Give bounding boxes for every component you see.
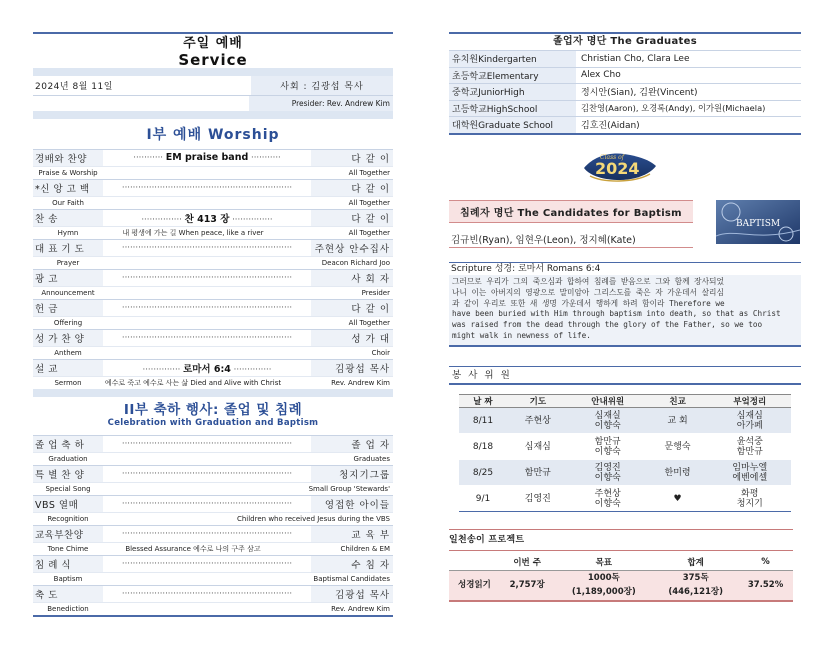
divider-band: [33, 68, 393, 76]
order-of-service: [33, 32, 393, 617]
celebration-item: [33, 525, 393, 542]
item-leader-ko: 다 같 이: [311, 210, 393, 226]
graduate-row: [449, 100, 801, 117]
item-name-ko: 헌 금: [33, 300, 103, 316]
volunteer-fellowship: 교 회: [647, 408, 709, 434]
project-goal-pages: (1,189,000장): [571, 587, 636, 598]
worship-item-en: [33, 286, 393, 300]
volunteer-fellowship: 한미령: [647, 460, 709, 486]
divider-band: [33, 389, 393, 397]
project-total-pages: (446,121장): [668, 587, 724, 598]
item-leader-dots: [103, 182, 311, 193]
item-leader-en: Presider: [361, 288, 390, 297]
dots-post: ···········: [248, 153, 281, 164]
service-title: [33, 32, 393, 68]
kitchen-name: 윤석중: [736, 436, 763, 447]
item-name-en: Hymn: [57, 228, 79, 237]
item-leader-ko: 김광섭 목사: [311, 586, 393, 602]
graduate-names: 김호진(Aidan): [581, 121, 640, 132]
dots-post: ··············: [230, 364, 272, 375]
project-col-header: 목표: [554, 555, 653, 570]
volunteers-header-row: [459, 395, 791, 408]
class-of-2024-logo: [580, 146, 658, 186]
volunteer-date: 8/11: [459, 408, 507, 434]
worship-item-en: [33, 346, 393, 360]
volunteer-prayer: 심재심: [507, 434, 569, 460]
item-detail: 찬 413 장: [184, 213, 230, 225]
item-leader-dots: ·······························································: [121, 468, 293, 479]
worship-item-en: [33, 316, 393, 330]
item-leader-ko: 다 같 이: [311, 180, 393, 196]
graduate-names: 정시안(Sian), 김완(Vincent): [581, 88, 698, 99]
volunteer-prayer: 김영진: [507, 486, 569, 512]
scripture-line: was raised from the dead through the glory of the Father, so we too: [452, 320, 763, 330]
baptism-heading: 침례자 명단 The Candidates for Baptism: [449, 200, 693, 223]
item-leader-dots: [103, 211, 311, 225]
kitchen-name: 청지기: [736, 498, 763, 509]
kitchen-name: 임마누엘: [732, 462, 768, 473]
item-leader-en: Choir: [371, 348, 390, 357]
item-leader-ko: 수 침 자: [311, 556, 393, 572]
volunteer-row: [459, 408, 791, 434]
item-name-en: Benediction: [47, 604, 89, 613]
grade-level: 고등학교HighSchool: [449, 101, 576, 117]
celebration-heading: [33, 397, 393, 435]
presider-row: [33, 96, 393, 111]
service-title-ko: 주일 예배: [183, 36, 243, 51]
graduate-names: Alex Cho: [581, 70, 621, 81]
project-col-header: [449, 555, 500, 570]
celebration-item-en: [33, 452, 393, 466]
project-total-count: 375독: [682, 573, 709, 584]
volunteer-fellowship: ♥: [647, 486, 709, 512]
item-leader-ko: 교 육 부: [311, 526, 393, 542]
worship-item: [33, 149, 393, 166]
baptism-image: [716, 200, 800, 244]
item-name-en: Graduation: [48, 454, 88, 463]
project-table: [449, 555, 793, 602]
scripture-section: [449, 262, 801, 347]
item-detail: EM praise band: [165, 152, 249, 164]
kitchen-name: 심재심: [736, 410, 763, 421]
project-total: [653, 570, 738, 601]
kitchen-name: 아가페: [736, 420, 763, 431]
volunteer-ushers: [569, 408, 647, 434]
volunteer-date: 8/25: [459, 460, 507, 486]
dots-post: ···············: [229, 214, 273, 225]
item-name-en: Sermon: [54, 378, 82, 387]
dots-post: ·······························································: [121, 273, 293, 284]
kitchen-name: 화평: [741, 488, 759, 499]
item-name-ko: 교육부찬양: [33, 526, 103, 542]
project-goal-count: 1000독: [587, 573, 620, 584]
item-leader-ko: 성 가 대: [311, 330, 393, 346]
graduates-list: [449, 50, 801, 135]
usher-name: 이향숙: [594, 446, 621, 457]
grade-level: 대학원Graduate School: [449, 117, 576, 133]
baptism-names: 김규빈(Ryan), 임현우(Leon), 정지혜(Kate): [449, 230, 693, 248]
scripture-line: 그러므로 우리가 그의 죽으심과 합하여 침례를 받음으로 그와 함께 장사되었: [452, 277, 724, 286]
scripture-line: 과 같이 우리로 또한 새 생명 가운데서 행하게 하려 함이라 Therefore we: [452, 298, 725, 308]
item-name-en: Announcement: [41, 288, 95, 297]
worship-heading: I부 예배 Worship: [146, 127, 280, 143]
item-name-ko: 설 교: [33, 360, 103, 376]
item-leader-en: All Together: [348, 168, 390, 177]
item-name-ko: 성 가 찬 양: [33, 330, 103, 346]
volunteer-row: [459, 434, 791, 460]
celebration-item: [33, 495, 393, 512]
volunteers-body: [459, 408, 791, 512]
item-leader-en: Rev. Andrew Kim: [331, 378, 390, 387]
item-leader-dots: [103, 242, 311, 253]
item-name-ko: 특 별 찬 양: [33, 466, 103, 482]
volunteer-date: 8/18: [459, 434, 507, 460]
worship-item-en: [33, 376, 393, 390]
worship-item-en: [33, 226, 393, 240]
logo-year: 2024: [595, 159, 640, 178]
item-leader-ko: 주현상 안수집사: [311, 240, 393, 256]
presider-name: Presider: Rev. Andrew Kim: [291, 99, 390, 108]
item-leader-ko: 김광섭 목사: [311, 360, 393, 376]
item-name-ko: 대 표 기 도: [33, 240, 103, 256]
item-leader-en: All Together: [348, 198, 390, 207]
item-leader-en: Deacon Richard Joo: [321, 258, 390, 267]
item-name-ko: 광 고: [33, 270, 103, 286]
worship-item: [33, 299, 393, 316]
service-host: 사회 : 김광섭 목사: [251, 76, 393, 95]
volunteer-kitchen: [709, 460, 792, 486]
item-name-en: Prayer: [56, 258, 80, 267]
graduate-row: [449, 116, 801, 133]
worship-item-en: [33, 256, 393, 270]
volunteers-col-header: 부엌정리: [709, 395, 792, 408]
item-leader-en: Baptismal Candidates: [313, 574, 390, 583]
item-leader-en: All Together: [348, 228, 390, 237]
item-leader-dots: [103, 361, 311, 375]
volunteer-ushers: [569, 486, 647, 512]
volunteer-row: [459, 460, 791, 486]
project-col-header: %: [738, 555, 793, 570]
celebration-item-en: [33, 512, 393, 526]
kitchen-name: 함만규: [736, 446, 763, 457]
item-leader-ko: 청지기그룹: [311, 466, 393, 482]
usher-name: 함만규: [594, 436, 621, 447]
project-col-header: 이번 주: [500, 555, 554, 570]
project-section: [449, 529, 801, 602]
item-leader-en: Small Group 'Stewards': [308, 484, 390, 493]
item-name-en: Anthem: [54, 348, 82, 357]
worship-item-en: [33, 196, 393, 210]
graduates-heading: 졸업자 명단 The Graduates: [449, 32, 801, 50]
item-leader-dots: ·······························································: [121, 588, 293, 599]
item-leader-en: Children who received Jesus during the VBS: [236, 514, 390, 523]
graduate-row: [449, 83, 801, 100]
item-detail-en: Blessed Assurance 예수로 나의 구주 삼고: [125, 544, 261, 553]
item-detail: 로마서 6:4: [183, 363, 231, 375]
worship-item: [33, 179, 393, 196]
volunteer-ushers: [569, 460, 647, 486]
usher-name: 주현상: [594, 488, 621, 499]
volunteer-kitchen: [709, 434, 792, 460]
item-leader-dots: [103, 332, 311, 343]
item-name-en: Baptism: [53, 574, 83, 583]
item-leader-dots: ·······························································: [121, 528, 293, 539]
graduate-names: Christian Cho, Clara Lee: [581, 53, 690, 64]
kitchen-name: 에벤에셀: [732, 472, 768, 483]
celebration-items: [33, 435, 393, 617]
worship-item: [33, 329, 393, 346]
celebration-item-en: [33, 602, 393, 616]
celebration-item-en: [33, 542, 393, 556]
item-detail-en: 예수로 죽고 예수로 사는 삶 Died and Alive with Christ: [104, 378, 282, 387]
service-date: 2024년 8월 11일: [35, 82, 113, 92]
celebration-item: [33, 465, 393, 482]
celebration-item: [33, 555, 393, 572]
volunteer-prayer: 주현상: [507, 408, 569, 434]
volunteers-col-header: 날 짜: [459, 395, 507, 408]
item-leader-en: All Together: [348, 318, 390, 327]
scripture-line: might walk in newness of life.: [452, 330, 591, 340]
volunteers-table: [459, 394, 791, 512]
scripture-line: have been buried with Him through baptism into death, so that as Christ: [452, 309, 781, 319]
grade-level: 초등학교Elementary: [449, 68, 576, 84]
dots-post: ·······························································: [121, 303, 293, 314]
volunteer-date: 9/1: [459, 486, 507, 512]
volunteer-kitchen: [709, 408, 792, 434]
volunteers-col-header: 기도: [507, 395, 569, 408]
divider-band: [33, 111, 393, 119]
item-name-en: Our Faith: [52, 198, 84, 207]
dots-pre: ···············: [141, 214, 185, 225]
bulletin-right-column: [449, 32, 801, 598]
volunteer-kitchen: [709, 486, 792, 512]
grade-level: 중학교JuniorHigh: [449, 84, 576, 100]
item-leader-ko: 다 같 이: [311, 300, 393, 316]
volunteer-row: [459, 486, 791, 512]
item-name-en: Praise & Worship: [38, 168, 98, 177]
project-percent: 37.52%: [738, 570, 793, 601]
celebration-heading-ko: II부 축하 행사: 졸업 및 침례: [123, 402, 303, 418]
graduate-row: [449, 50, 801, 67]
volunteer-ushers: [569, 434, 647, 460]
dots-pre: ··············: [142, 364, 184, 375]
project-header-row: [449, 555, 793, 570]
item-leader-dots: ·······························································: [121, 498, 293, 509]
worship-item: [33, 269, 393, 286]
item-name-ko: VBS 열매: [33, 496, 103, 512]
dots-post: ·······························································: [121, 243, 293, 254]
celebration-item: [33, 585, 393, 602]
item-leader-en: Children & EM: [340, 544, 390, 553]
worship-items: [33, 149, 393, 389]
dots-post: ·······························································: [121, 333, 293, 344]
celebration-item: [33, 435, 393, 452]
item-name-ko: *신 앙 고 백: [33, 180, 103, 196]
item-leader-dots: ·······························································: [121, 558, 293, 569]
item-detail-en: 내 평생에 가는 길 When peace, like a river: [122, 228, 264, 237]
volunteer-prayer: 함만규: [507, 460, 569, 486]
volunteers-col-header: 안내위원: [569, 395, 647, 408]
item-name-ko: 침 례 식: [33, 556, 103, 572]
worship-item: [33, 239, 393, 256]
item-name-en: Offering: [53, 318, 83, 327]
item-name-ko: 경배와 찬양: [33, 150, 103, 166]
celebration-heading-en: Celebration with Graduation and Baptism: [107, 418, 319, 428]
item-leader-ko: 다 같 이: [311, 150, 393, 166]
volunteers-heading: 봉 사 위 원: [449, 366, 801, 385]
volunteers-section: [449, 366, 801, 512]
project-goal: [554, 570, 653, 601]
item-name-ko: 찬 송: [33, 210, 103, 226]
usher-name: 이향숙: [594, 420, 621, 431]
graduate-row: [449, 67, 801, 84]
volunteers-col-header: 친교: [647, 395, 709, 408]
volunteer-fellowship: 문행숙: [647, 434, 709, 460]
date-row: [33, 76, 393, 96]
usher-name: 심재실: [594, 410, 621, 421]
usher-name: 이향숙: [594, 472, 621, 483]
dots-pre: ···········: [133, 153, 166, 164]
scripture-text: [449, 275, 801, 347]
item-name-ko: 졸 업 축 하: [33, 436, 103, 452]
usher-name: 이향숙: [594, 498, 621, 509]
item-leader-dots: [103, 272, 311, 283]
graduate-names: 김찬영(Aaron), 오경록(Andy), 이가원(Michaela): [581, 103, 766, 114]
scripture-line: 나니 이는 아버지의 영광으로 말미암아 그리스도를 죽은 자 가운데서 살리심: [452, 287, 724, 297]
usher-name: 김영진: [594, 462, 621, 473]
item-name-en: Recognition: [47, 514, 89, 523]
project-heading: 일천송이 프로젝트: [449, 529, 793, 551]
scripture-heading: Scripture 성경: 로마서 Romans 6:4: [449, 262, 801, 275]
item-leader-en: Graduates: [353, 454, 390, 463]
celebration-item-en: [33, 482, 393, 496]
item-leader-dots: ·······························································: [121, 438, 293, 449]
grade-level: 유치원Kindergarten: [449, 51, 576, 67]
dots-post: ·······························································: [121, 183, 293, 194]
worship-item: [33, 209, 393, 226]
project-col-header: 합계: [653, 555, 738, 570]
project-label: 성경읽기: [449, 570, 500, 601]
item-leader-dots: [103, 302, 311, 313]
worship-item-en: [33, 166, 393, 180]
project-week: 2,757장: [500, 570, 554, 601]
item-leader-ko: 졸 업 자: [311, 436, 393, 452]
baptism-image-text: BAPTISM: [736, 219, 781, 229]
worship-item: [33, 359, 393, 376]
item-leader-ko: 사 회 자: [311, 270, 393, 286]
item-leader-en: Rev. Andrew Kim: [331, 604, 390, 613]
item-name-en: Tone Chime: [47, 544, 89, 553]
project-row: [449, 570, 793, 601]
item-leader-dots: [103, 152, 311, 163]
service-title-en: Service: [178, 51, 248, 69]
celebration-item-en: [33, 572, 393, 586]
item-leader-ko: 영접한 아이들: [311, 496, 393, 512]
logo-script: Class of: [600, 154, 624, 161]
item-name-ko: 축 도: [33, 586, 103, 602]
item-name-en: Special Song: [45, 484, 91, 493]
